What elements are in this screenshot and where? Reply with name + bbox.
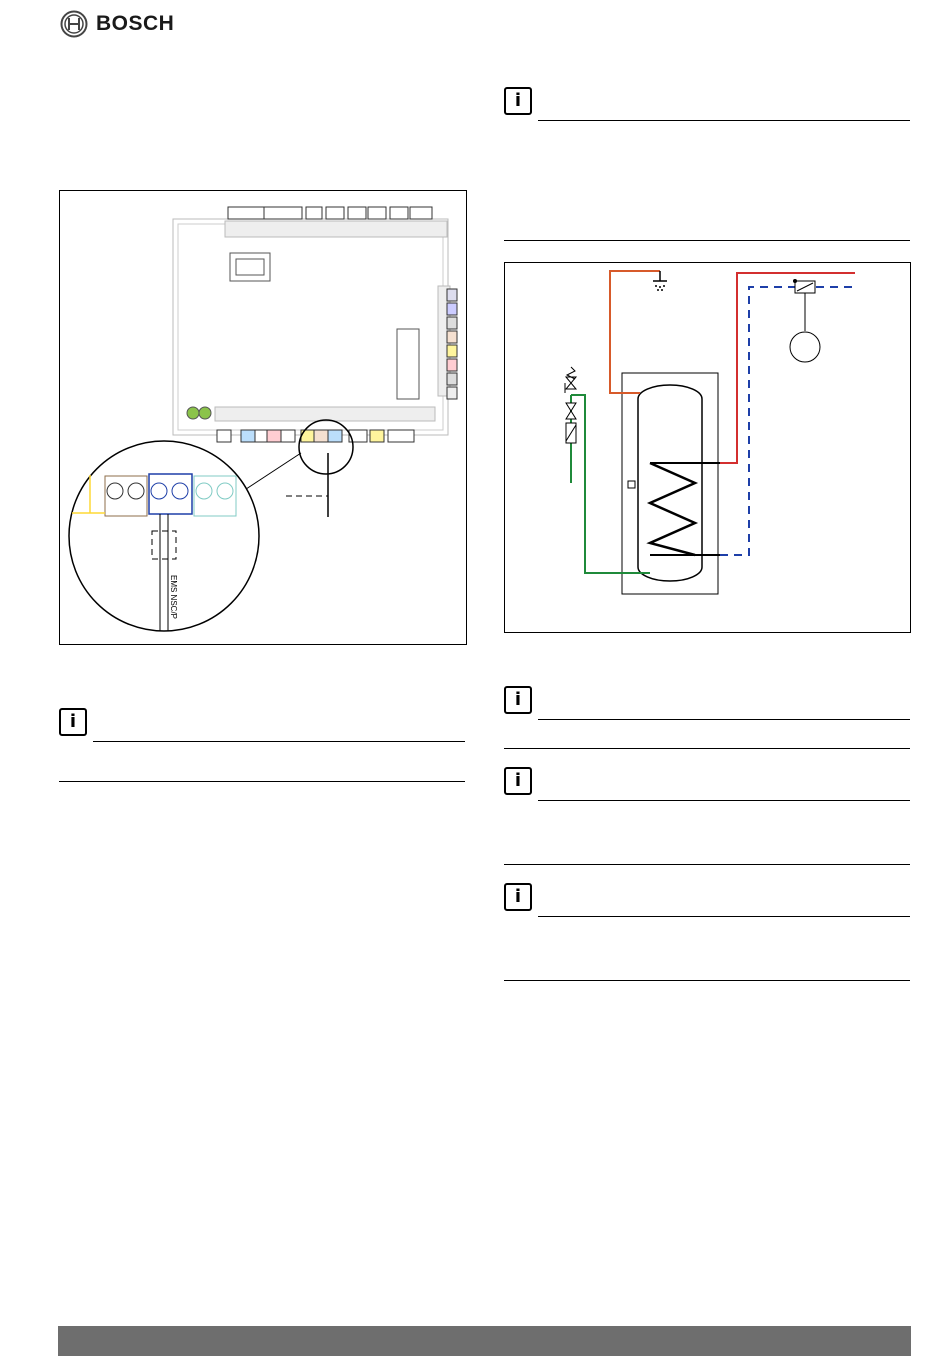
info-rule bbox=[538, 800, 910, 801]
info-rule bbox=[93, 741, 465, 742]
info-note bbox=[504, 87, 910, 121]
info-icon: i bbox=[504, 883, 532, 911]
info-icon: i bbox=[59, 708, 87, 736]
wiring-diagram bbox=[60, 191, 466, 644]
brand-name: BOSCH bbox=[96, 12, 175, 35]
section-divider bbox=[504, 980, 910, 981]
wiring-figure bbox=[59, 190, 467, 645]
footer-bar bbox=[58, 1326, 911, 1356]
info-icon: i bbox=[504, 686, 532, 714]
info-rule bbox=[538, 916, 910, 917]
info-note bbox=[504, 686, 910, 720]
section-divider bbox=[59, 781, 465, 782]
section-divider bbox=[504, 748, 910, 749]
info-rule bbox=[538, 719, 910, 720]
hydraulic-schematic bbox=[505, 263, 910, 632]
info-note bbox=[504, 883, 910, 917]
section-divider bbox=[504, 240, 910, 241]
callout-label: EMS NSC/P bbox=[169, 575, 178, 620]
bosch-armature-icon bbox=[60, 10, 88, 38]
section-divider bbox=[504, 864, 910, 865]
hydraulic-figure bbox=[504, 262, 911, 633]
info-note bbox=[504, 767, 910, 801]
brand-header bbox=[60, 10, 174, 38]
info-note bbox=[59, 708, 465, 742]
info-icon: i bbox=[504, 87, 532, 115]
info-icon: i bbox=[504, 767, 532, 795]
info-rule bbox=[538, 120, 910, 121]
